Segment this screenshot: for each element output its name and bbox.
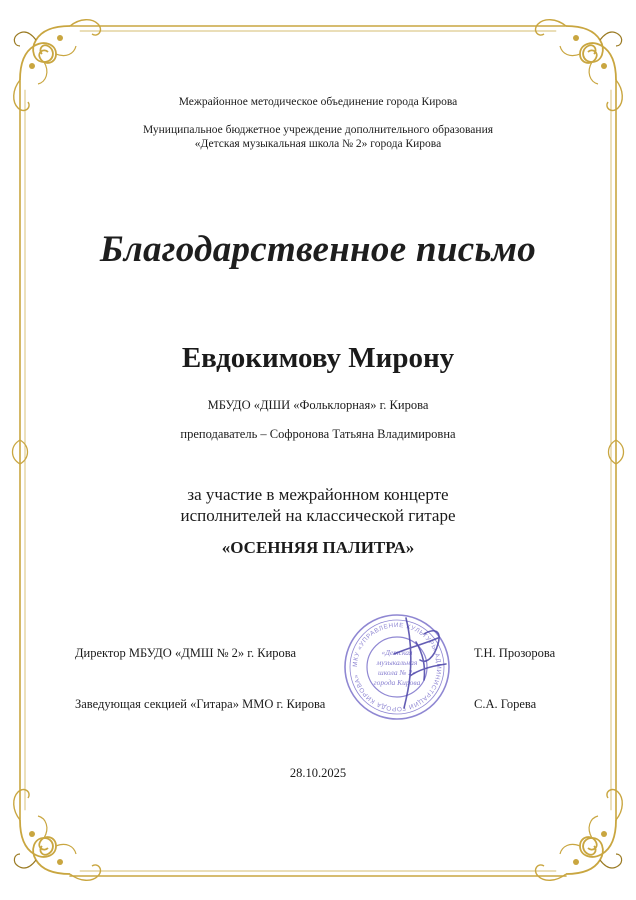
organization-header-block (0, 123, 636, 151)
handwritten-signature (373, 604, 466, 716)
recipient-school: МБУДО «ДШИ «Фольклорная» г. Кирова (207, 398, 429, 412)
signature-role-director: Директор МБУДО «ДМШ № 2» г. Кирова (75, 646, 297, 660)
stamp-center-line3: школа № 2» (378, 668, 416, 677)
organization-header-line1: Межрайонное методическое объединение города Кирова (178, 96, 458, 108)
reason-line2: исполнителей на классической гитаре (180, 506, 456, 525)
recipient-name: Евдокимову Мирону (181, 342, 455, 374)
organization-header-line2: Муниципальное бюджетное учреждение дополнительного образования (142, 124, 494, 136)
stamp-center-line4: города Кирова (373, 678, 421, 687)
document-title: Благодарственное письмо (99, 229, 537, 270)
reason-text (0, 484, 636, 526)
signature-role-section-head: Заведующая секцией «Гитара» ММО г. Кирова (75, 697, 326, 711)
organization-header-line3: «Детская музыкальная школа № 2» города Кирова (194, 138, 442, 150)
document-date: 28.10.2025 (289, 766, 347, 780)
signature-name-section-head: С.А. Горева (474, 697, 537, 711)
stamp-ring-text: МКУ «УПРАВЛЕНИЕ КУЛЬТУРЫ АДМИНИСТРАЦИИ ГОРОДА КИРОВА» (351, 621, 443, 713)
reason-line1: за участие в межрайонном концерте (187, 485, 449, 504)
stamp-center-line2: музыкальная (376, 658, 418, 667)
signature-name-director: Т.Н. Прозорова (474, 646, 556, 660)
stamp-center-line1: «Детская (381, 648, 413, 657)
event-name: «ОСЕННЯЯ ПАЛИТРА» (221, 538, 415, 557)
recipient-teacher: преподаватель – Софронова Татьяна Владимировна (180, 427, 456, 441)
